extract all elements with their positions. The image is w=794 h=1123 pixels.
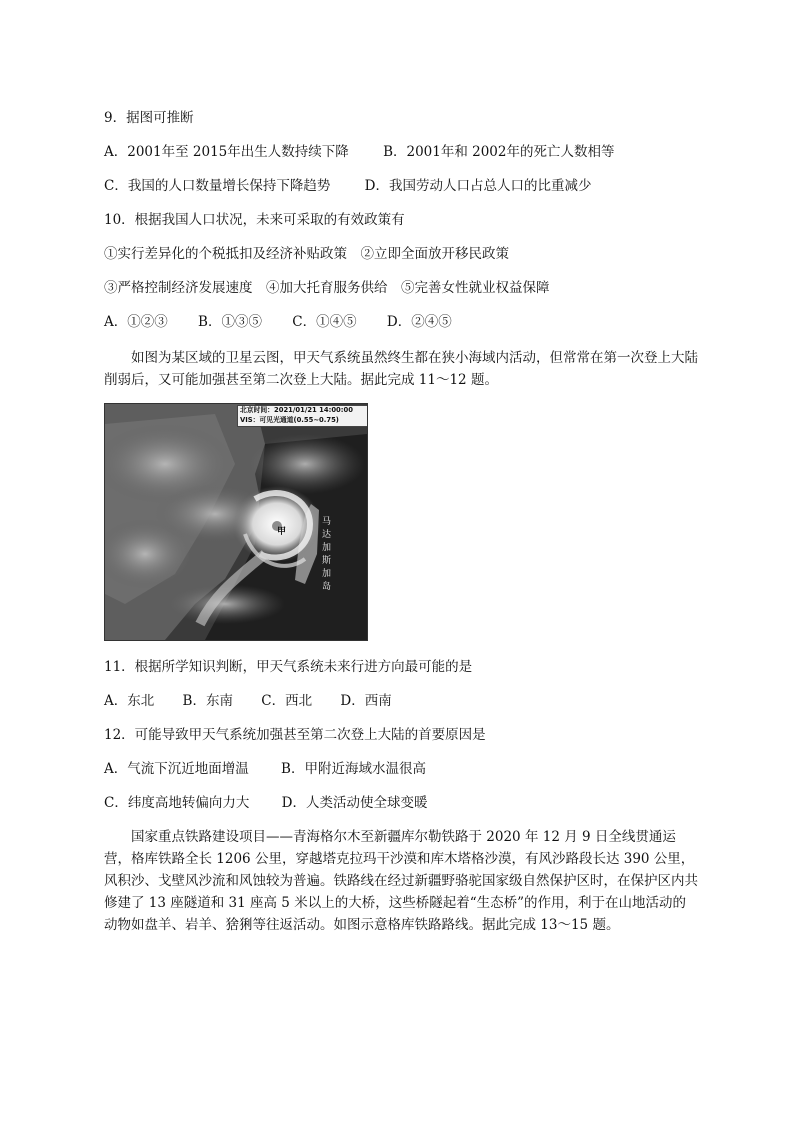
intro-paragraph-11-12: 如图为某区域的卫星云图，甲天气系统虽然终生都在狭小海域内活动，但常常在第一次登上大陆削弱后，又可能加强甚至第二次登上大陆。据此完成 11～12 题。 [104,350,698,388]
question-10-items-1: ①实行差异化的个税抵扣及经济补贴政策 ②立即全面放开移民政策 [104,246,509,262]
question-10-option-a: A．①②③ [104,314,168,330]
question-12-option-c: C．纬度高地转偏向力大 [104,795,250,811]
madagascar-label: 马达加斯加岛 [322,517,332,592]
question-11-option-a: A．东北 [104,693,155,709]
intro-paragraph-13-15: 国家重点铁路建设项目——青海格尔木至新疆库尔勒铁路于 2020 年 12 月 9 日全线贯通运营，格库铁路全长 1206 公里，穿越塔克拉玛干沙漠和库木塔格沙漠，有风沙路段长达 390 公里，风积沙、戈壁风沙流和风蚀较为普遍。铁路线在经过新疆野骆驼国家级自然保护区时，在保护区内共修建了 13 座隧道和 31 座高 5 米以上的大桥，这些桥隧起着“生态桥”的作用，利于在山地活动的动物如盘羊、岩羊、猞猁等往返活动。如图示意格库铁路路线。据此完成 13～15 题。 [104,829,698,933]
question-12-option-a: A．气流下沉近地面增温 [104,761,249,777]
satellite-info-box [237,405,368,427]
question-11-option-d: D．西南 [340,693,392,709]
question-9-options-row-1 [104,143,615,161]
system-jia-label: 甲 [277,527,287,537]
question-12-options-row-1 [104,760,426,778]
satellite-time-label: 北京时间：2021/01/21 14:00:00 [240,406,353,414]
question-10-items-2: ③严格控制经济发展速度 ④加大托育服务供给 ⑤完善女性就业权益保障 [104,280,550,296]
question-12-option-b: B．甲附近海域水温很高 [281,761,426,777]
satellite-cloud-image [104,403,368,641]
question-9-stem: 9．据图可推断 [104,110,194,126]
question-12-stem: 12．可能导致甲天气系统加强甚至第二次登上大陆的首要原因是 [104,727,486,743]
question-10-stem: 10．根据我国人口状况，未来可采取的有效政策有 [104,212,405,228]
question-11-option-b: B．东南 [182,693,233,709]
question-9-options-row-2 [104,177,591,195]
question-11-option-c: C．西北 [261,693,313,709]
question-9-option-b: B．2001年和 2002年的死亡人数相等 [383,144,615,160]
question-11-options [104,692,392,710]
question-10-options [104,313,452,331]
question-10-option-b: B．①③⑤ [198,314,262,330]
satellite-channel-label: VIS：可见光通道(0.55~0.75) [240,415,339,424]
question-11-stem: 11．根据所学知识判断，甲天气系统未来行进方向最可能的是 [104,659,473,675]
question-10-option-d: D．②④⑤ [386,314,452,330]
question-12-options-row-2 [104,794,427,812]
question-9-option-a: A．2001年至 2015年出生人数持续下降 [104,144,349,160]
question-9-option-d: D．我国劳动人口占总人口的比重减少 [364,178,592,194]
question-12-option-d: D．人类活动使全球变暖 [281,795,428,811]
question-9-option-c: C．我国的人口数量增长保持下降趋势 [104,178,331,194]
question-10-option-c: C．①④⑤ [292,314,357,330]
